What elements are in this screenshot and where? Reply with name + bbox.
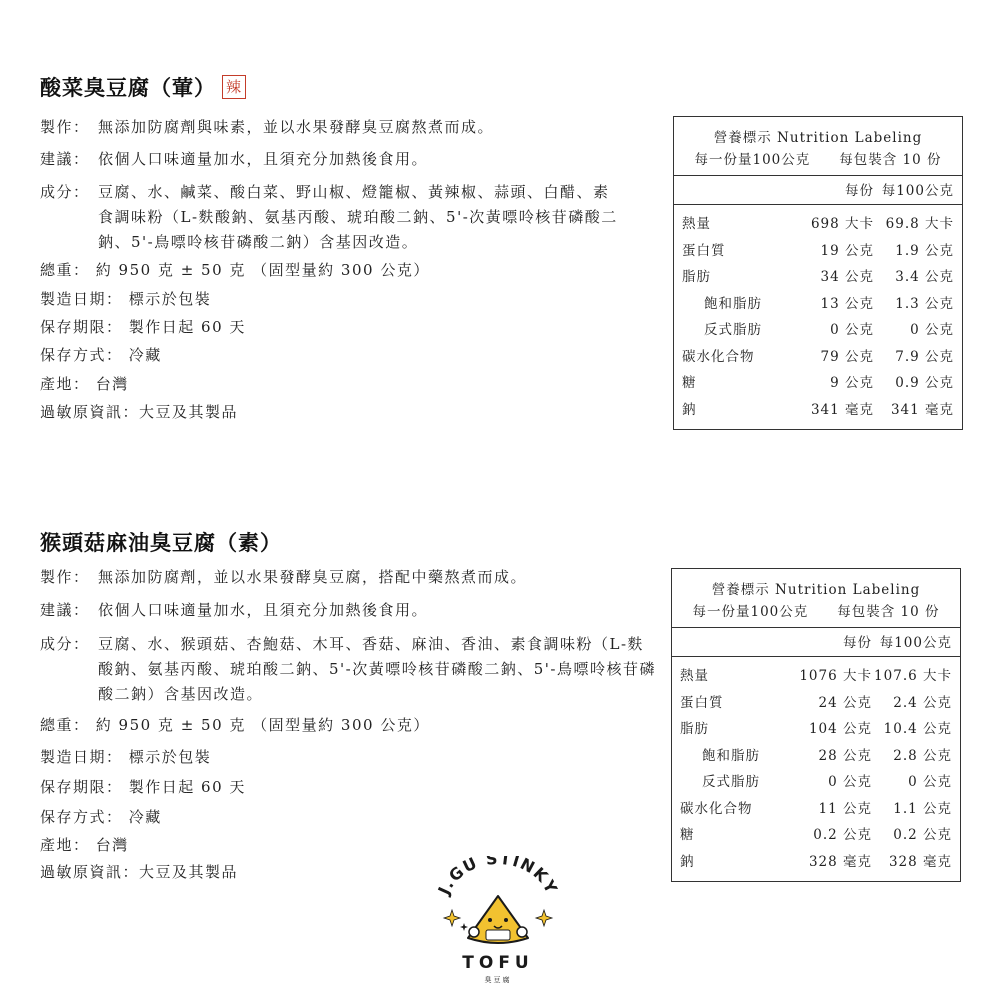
nutrition-row: [672, 743, 960, 770]
weight-line: 總重： 約 950 克 ± 50 克 （固型量約 300 公克）: [40, 261, 430, 279]
nutrient-name: 鈉: [682, 401, 697, 418]
nutrient-name: 碳水化合物: [680, 800, 753, 817]
method-line: [40, 565, 660, 590]
tagline-text: 臭豆腐: [484, 976, 512, 984]
advice-text: 依個人口味適量加水，且須充分加熱後食用。: [98, 601, 429, 619]
storage-line: 保存方式： 冷藏: [40, 808, 162, 826]
nutrition-title: 營養標示 Nutrition Labeling: [711, 582, 921, 598]
nutrient-name: 糖: [680, 827, 695, 843]
ingredients-label: 成分：: [40, 635, 90, 653]
nutrient-per-serving: 34 公克: [820, 269, 874, 285]
advice-label: 建議：: [40, 601, 90, 619]
weight-line: 總重： 約 950 克 ± 50 克 （固型量約 300 公克）: [40, 716, 430, 734]
nutrient-name: 飽和脂肪: [702, 747, 760, 764]
nutrition-row: [672, 822, 960, 849]
ingredients-text: 豆腐、水、猴頭菇、杏鮑菇、木耳、香菇、麻油、香油、素食調味粉（L-麩酸鈉、氨基丙酸、琥珀酸二鈉、5'-次黃嘌呤核苷磷酸二鈉、5'-鳥嘌呤核苷磷酸二鈉）含基因改造。: [98, 635, 656, 703]
nutrient-per-100g: 69.8 大卡: [885, 216, 954, 232]
mfg-date-line: 製造日期： 標示於包裝: [40, 748, 212, 766]
nutrient-per-serving: 1076 大卡: [799, 668, 872, 684]
nutrient-per-100g: 0 公克: [908, 774, 952, 790]
brand-logo: [428, 856, 568, 986]
nutrient-per-serving: 79 公克: [820, 348, 874, 365]
nutrient-per-100g: 328 毫克: [888, 853, 952, 870]
ingredients-text: 豆腐、水、鹹菜、酸白菜、野山椒、燈籠椒、黃辣椒、蒜頭、白醋、素食調味粉（L-麩酸鈉、氨基丙酸、琥珀酸二鈉、5'-次黃嘌呤核苷磷酸二鈉、5'-鳥嘌呤核苷磷酸二鈉）含基因改造。: [98, 183, 618, 251]
nutrition-table: [673, 116, 963, 430]
nutrition-column-headers: [674, 176, 962, 204]
nutrient-per-serving: 19 公克: [820, 242, 874, 259]
nutrient-per-100g: 1.3 公克: [895, 295, 954, 312]
nutrient-name: 熱量: [680, 668, 709, 684]
advice-label: 建議：: [40, 150, 90, 168]
nutrient-per-100g: 107.6 大卡: [874, 668, 952, 684]
nutrient-name: 碳水化合物: [682, 348, 755, 365]
nutrition-header: [674, 117, 962, 175]
method-label: 製作：: [40, 568, 90, 586]
nutrient-per-100g: 2.8 公克: [893, 747, 952, 764]
method-text: 無添加防腐劑與味素，並以水果發酵臭豆腐熬煮而成。: [98, 118, 495, 136]
ingredients-line: [40, 632, 660, 707]
nutrient-per-serving: 0.2 公克: [813, 827, 872, 843]
product-text: TOFU: [462, 953, 534, 973]
storage-line: 保存方式： 冷藏: [40, 346, 162, 364]
serving-size: 每一份量100公克: [694, 152, 811, 168]
nutrition-title: 營養標示 Nutrition Labeling: [713, 130, 923, 146]
brand-text: J.GU STINKY: [434, 856, 562, 898]
spicy-badge: 辣: [222, 75, 246, 99]
nutrition-table: [671, 568, 961, 882]
advice-line: [40, 598, 640, 623]
nutrient-per-serving: 341 毫克: [810, 401, 874, 418]
nutrient-per-100g: 341 毫克: [890, 401, 954, 418]
method-text: 無添加防腐劑，並以水果發酵臭豆腐，搭配中藥熬煮而成。: [98, 568, 528, 586]
nutrient-per-serving: 28 公克: [818, 747, 872, 764]
nutrition-row: [674, 291, 962, 318]
nutrient-name: 脂肪: [682, 269, 711, 285]
nutrient-name: 反式脂肪: [702, 774, 760, 790]
nutrient-per-serving: 9 公克: [830, 375, 874, 391]
advice-line: [40, 147, 640, 172]
method-label: 製作：: [40, 118, 90, 136]
nutrient-per-100g: 10.4 公克: [883, 721, 952, 737]
nutrition-column-headers: [672, 628, 960, 656]
nutrient-per-serving: 24 公克: [818, 694, 872, 711]
nutrition-row: [674, 238, 962, 265]
nutrient-per-serving: 104 公克: [808, 721, 872, 737]
nutrient-name: 糖: [682, 375, 697, 391]
product-title-text: 酸菜臭豆腐（葷）: [40, 75, 216, 100]
nutrient-per-100g: 2.4 公克: [893, 694, 952, 711]
nutrient-name: 熱量: [682, 216, 711, 232]
nutrition-row: [674, 317, 962, 344]
nutrient-per-100g: 1.1 公克: [893, 800, 952, 817]
ingredients-line: [40, 180, 640, 255]
method-line: [40, 115, 640, 140]
nutrition-rows: [674, 205, 962, 429]
nutrition-row: [672, 663, 960, 690]
nutrient-name: 飽和脂肪: [704, 295, 762, 312]
nutrient-per-100g: 0.2 公克: [893, 827, 952, 843]
nutrition-row: [674, 211, 962, 238]
nutrition-rows: [672, 657, 960, 881]
nutrient-per-serving: 0 公克: [828, 774, 872, 790]
allergen-line: 過敏原資訊：大豆及其製品: [40, 403, 239, 421]
nutrient-per-serving: 11 公克: [818, 800, 872, 817]
nutrient-name: 鈉: [680, 853, 695, 870]
nutrition-row: [674, 344, 962, 371]
nutrient-name: 脂肪: [680, 721, 709, 737]
col-per-100g: 每100公克: [881, 183, 954, 199]
nutrient-per-serving: 13 公克: [820, 295, 874, 312]
nutrient-name: 蛋白質: [680, 694, 724, 711]
serving-size: 每一份量100公克: [692, 604, 809, 620]
allergen-line: 過敏原資訊：大豆及其製品: [40, 863, 239, 881]
nutrient-per-100g: 0 公克: [910, 322, 954, 338]
nutrient-name: 反式脂肪: [704, 322, 762, 338]
nutrient-per-serving: 698 大卡: [810, 216, 874, 232]
shelf-life-line: 保存期限： 製作日起 60 天: [40, 778, 246, 796]
product-title: [40, 527, 282, 557]
nutrition-row: [672, 849, 960, 876]
shelf-life-line: 保存期限： 製作日起 60 天: [40, 318, 246, 336]
nutrient-per-100g: 0.9 公克: [895, 375, 954, 391]
nutrition-row: [672, 796, 960, 823]
nutrient-per-100g: 3.4 公克: [895, 269, 954, 285]
nutrient-per-100g: 1.9 公克: [895, 242, 954, 259]
tofu-mascot-icon: [428, 856, 568, 986]
mfg-date-line: 製造日期： 標示於包裝: [40, 290, 212, 308]
nutrient-per-serving: 0 公克: [830, 322, 874, 338]
ingredients-label: 成分：: [40, 183, 90, 201]
nutrition-row: [674, 397, 962, 424]
origin-line: 產地： 台灣: [40, 375, 129, 393]
nutrition-row: [674, 370, 962, 397]
servings-per-pack: 每包裝含 10 份: [837, 604, 940, 620]
product-title: [40, 72, 246, 102]
servings-per-pack: 每包裝含 10 份: [839, 152, 942, 168]
nutrient-per-serving: 328 毫克: [808, 853, 872, 870]
nutrient-name: 蛋白質: [682, 242, 726, 259]
advice-text: 依個人口味適量加水，且須充分加熱後食用。: [98, 150, 429, 168]
nutrition-row: [672, 690, 960, 717]
nutrition-row: [672, 716, 960, 743]
nutrition-header: [672, 569, 960, 627]
col-per-serving: 每份: [845, 183, 874, 199]
product-title-text: 猴頭菇麻油臭豆腐（素）: [40, 530, 282, 555]
col-per-serving: 每份: [843, 635, 872, 651]
origin-line: 產地： 台灣: [40, 836, 129, 854]
nutrition-row: [672, 769, 960, 796]
col-per-100g: 每100公克: [879, 635, 952, 651]
nutrient-per-100g: 7.9 公克: [895, 348, 954, 365]
nutrition-row: [674, 264, 962, 291]
